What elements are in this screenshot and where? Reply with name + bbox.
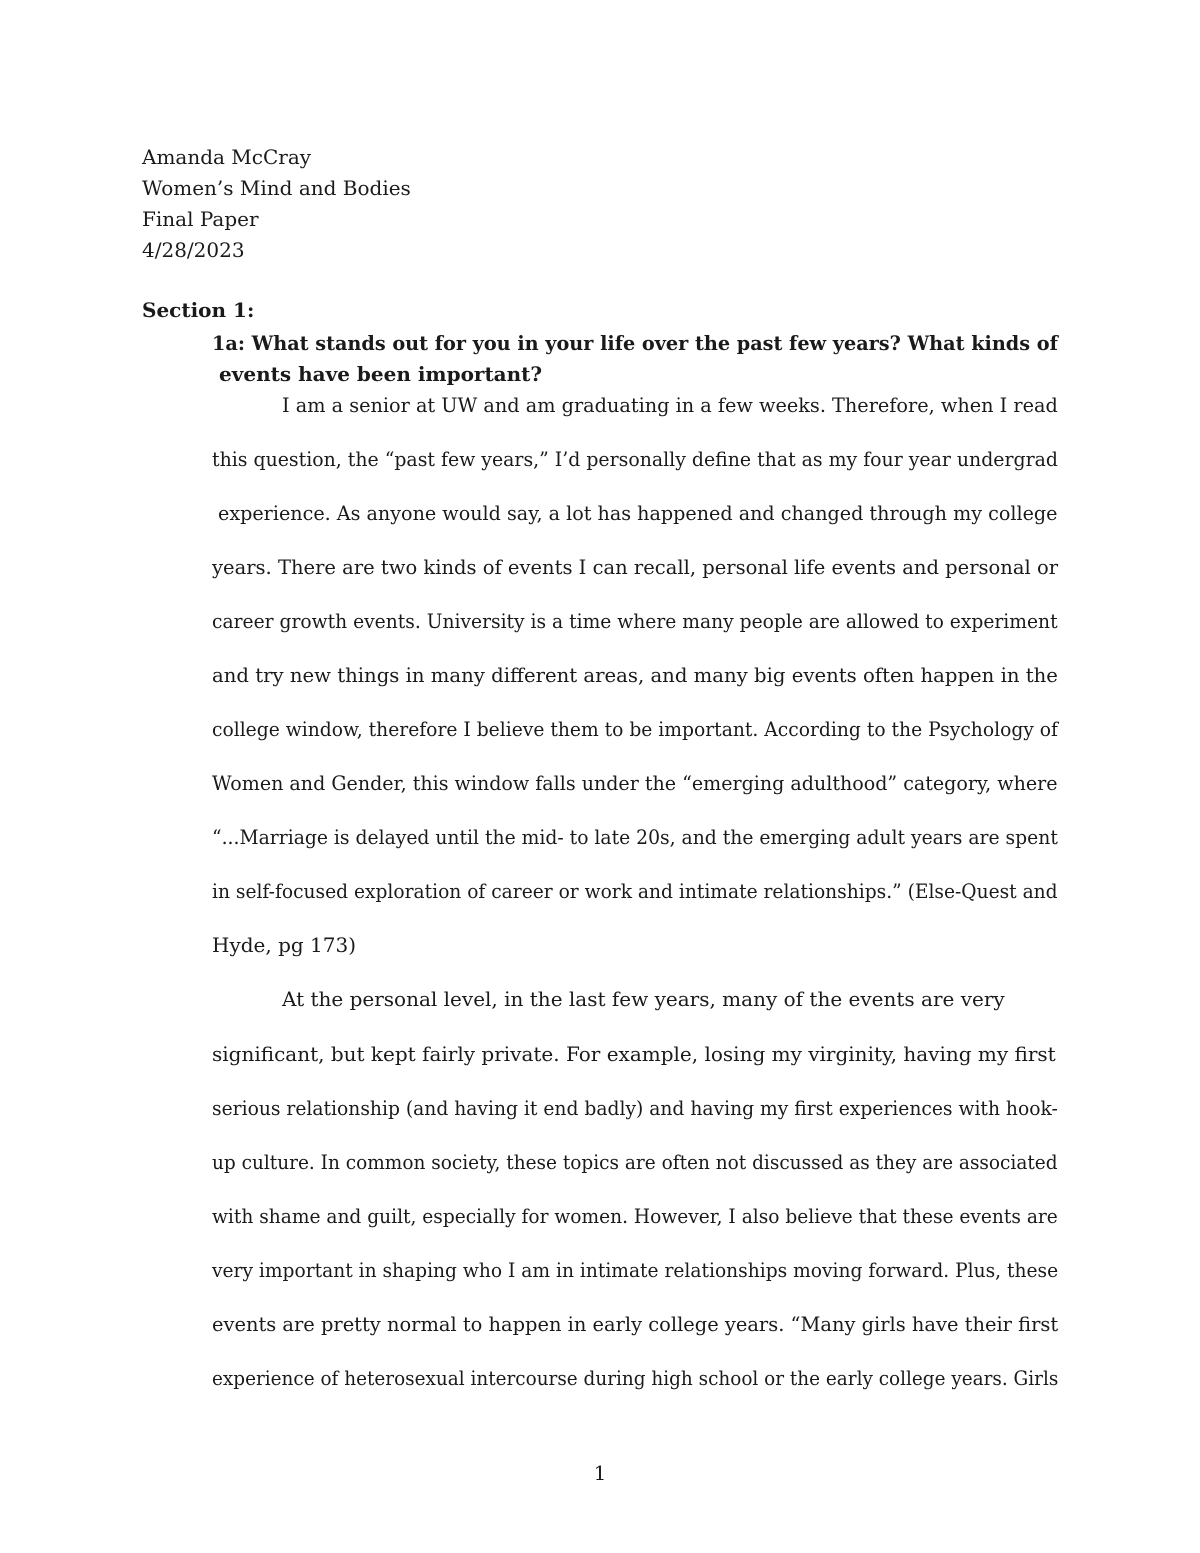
author-name: Amanda McCray (142, 145, 312, 169)
paragraph-1-line: and try new things in many different areas, and many big events often happen in the (212, 663, 1058, 687)
paragraph-2-line: up culture. In common society, these topics are often not discussed as they are associated (212, 1150, 1058, 1174)
paragraph-1-line: “...Marriage is delayed until the mid- to late 20s, and the emerging adult years are spent (212, 825, 1058, 849)
paragraph-2-line: experience of heterosexual intercourse during high school or the early college years. Girls (212, 1366, 1059, 1390)
paragraph-1-line: in self-focused exploration of career or work and intimate relationships.” (Else-Quest and (212, 879, 1058, 903)
paragraph-1-line: Women and Gender, this window falls under the “emerging adulthood” category, where (212, 771, 1058, 795)
page-number: 1 (593, 1461, 607, 1485)
paragraph-2-line: serious relationship (and having it end badly) and having my first experiences with hook- (212, 1096, 1058, 1120)
date: 4/28/2023 (142, 238, 245, 262)
course-name: Women’s Mind and Bodies (142, 176, 411, 200)
section-heading: Section 1: (142, 298, 255, 322)
paragraph-2-line: significant, but kept fairly private. For example, losing my virginity, having my first (212, 1042, 1056, 1066)
paragraph-1-line: college window, therefore I believe them to be important. According to the Psychology of (212, 717, 1058, 741)
paragraph-2-line: events are pretty normal to happen in early college years. “Many girls have their first (212, 1312, 1059, 1336)
paragraph-2-line: with shame and guilt, especially for women. However, I also believe that these events are (212, 1204, 1058, 1228)
question-line-1: 1a: What stands out for you in your life over the past few years? What kinds of (212, 331, 1058, 355)
question-line-2: events have been important? (219, 362, 543, 386)
paragraph-1-line: this question, the “past few years,” I’d personally define that as my four year undergrad (212, 447, 1058, 471)
paragraph-1-line: experience. As anyone would say, a lot has happened and changed through my college (218, 501, 1058, 525)
paragraph-1-line: Hyde, pg 173) (212, 933, 357, 957)
paragraph-1-line: I am a senior at UW and am graduating in a few weeks. Therefore, when I read (282, 393, 1058, 417)
paragraph-1-line: years. There are two kinds of events I can recall, personal life events and personal or (212, 555, 1059, 579)
paragraph-2-line: very important in shaping who I am in intimate relationships moving forward. Plus, these (212, 1258, 1059, 1282)
paragraph-2-line: At the personal level, in the last few years, many of the events are very (282, 987, 1005, 1011)
assignment-title: Final Paper (142, 207, 259, 231)
paragraph-1-line: career growth events. University is a time where many people are allowed to experiment (212, 609, 1058, 633)
